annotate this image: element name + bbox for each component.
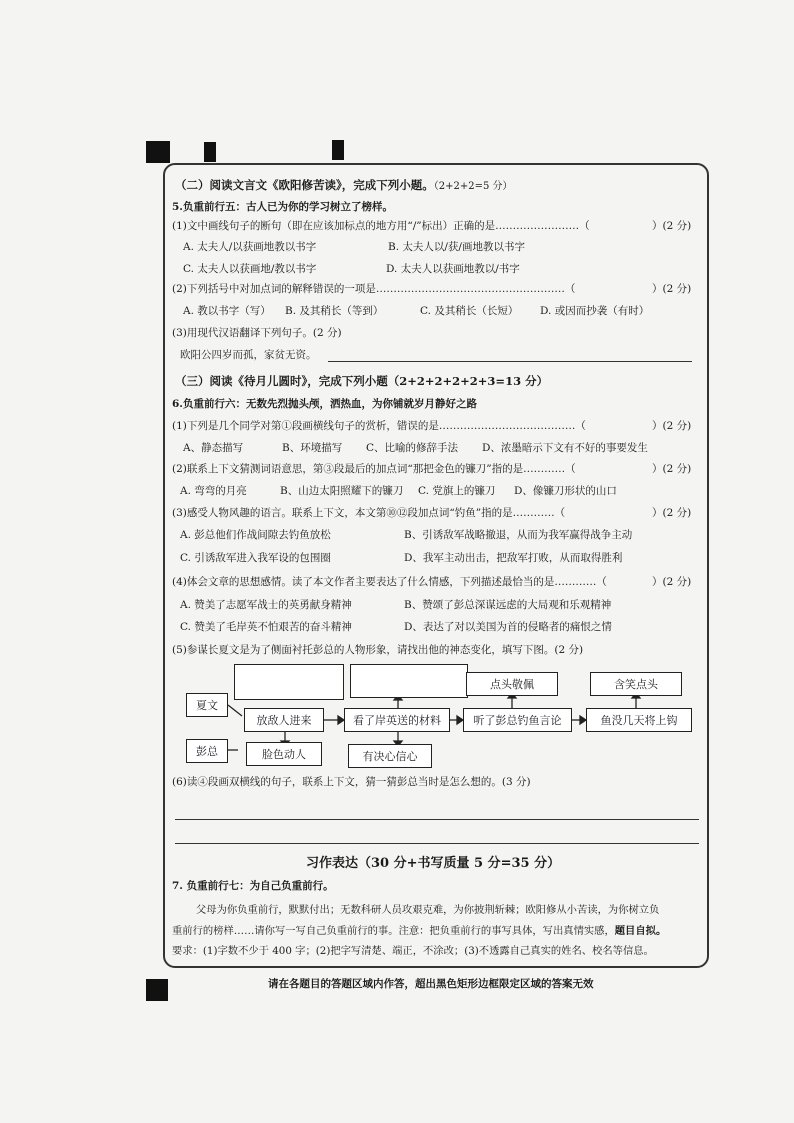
diagram-mid-box: 听了彭总钓鱼言论 xyxy=(463,708,572,732)
q6-s2: (2)联系上下文猜测词语意思，第③段最后的加点词“那把金色的镰刀”指的是…………（ xyxy=(172,463,576,475)
q6-s1-b: B、环境描写 xyxy=(282,442,343,454)
section-4-title: 习作表达（30 分+书写质量 5 分=35 分） xyxy=(306,856,561,871)
q5-sub2: (2)下列括号中对加点词的解释错误的一项是………………………………………………（ xyxy=(172,283,576,295)
diagram-bottom-box: 脸色动人 xyxy=(246,742,322,766)
q6-s2-a: A. 弯弯的月亮 xyxy=(180,485,247,497)
q6-s3-b: B、引诱敌军战略撤退，从而为我军赢得战争主动 xyxy=(404,529,633,541)
q6-s4-a: A. 赞美了志愿军战士的英勇献身精神 xyxy=(180,599,352,611)
q6-s1-d: D、浓墨暗示下文有不好的事要发生 xyxy=(482,442,648,454)
q6-s1-score: ）(2 分) xyxy=(652,420,692,432)
q6-s5: (5)参谋长夏文是为了侧面衬托彭总的人物形象，请找出他的神态变化，填写下图。(2 分) xyxy=(172,644,584,656)
q5-sub1-score: ）(2 分) xyxy=(652,220,692,232)
q6-s4-c: C. 赞美了毛岸英不怕艰苦的奋斗精神 xyxy=(180,621,352,633)
q6-s6: (6)读④段画双横线的句子，联系上下文，猜一猜彭总当时是怎么想的。(3 分) xyxy=(172,776,531,788)
diagram-mid-box: 鱼没几天将上钩 xyxy=(586,708,692,732)
footer-note: 请在各题目的答题区域内作答，超出黑色矩形边框限定区域的答案无效 xyxy=(268,978,594,990)
q5-opt2-b: B. 及其稍长（等到） xyxy=(285,305,384,317)
diagram-label-xiawen: 夏文 xyxy=(186,693,228,717)
q6-s3-d: D、我军主动出击，把敌军打败，从而取得胜利 xyxy=(404,552,623,564)
q5-opt2-a: A. 教以书字（写） xyxy=(183,305,271,317)
q5-opt2-c: C. 及其稍长（长短） xyxy=(420,305,519,317)
diagram-top-box: 含笑点头 xyxy=(590,672,682,696)
diagram-bottom-box: 有决心信心 xyxy=(348,744,432,768)
q6-s4: (4)体会文章的思想感情。读了本文作者主要表达了什么情感，下列描述最恰当的是…………（ xyxy=(172,576,607,588)
q6-s3-c: C. 引诱敌军进入我军设的包围圈 xyxy=(180,552,331,564)
diagram-top-box: 点头敬佩 xyxy=(466,672,558,696)
section-3-title: （三）阅读《待月儿圆时》，完成下列小题（2+2+2+2+2+3=13 分） xyxy=(175,374,549,388)
q6-s3-score: ）(2 分) xyxy=(652,507,692,519)
q6-s1-a: A、静态描写 xyxy=(183,442,244,454)
q5-opt-d: D. 太夫人以获画地教以/书字 xyxy=(386,263,520,275)
q6-s2-d: D、像镰刀形状的山口 xyxy=(514,485,617,497)
q6-s3-a: A. 彭总他们作战间隙去钓鱼放松 xyxy=(180,529,331,541)
q5-translate-sentence: 欧阳公四岁而孤，家贫无资。 xyxy=(180,349,317,361)
diagram-blank-box[interactable] xyxy=(350,664,468,698)
q7-para-2: 重前行的榜样……请你写一写自己负重前行的事。注意：把负重前行的事写具体，写出真情实感，题目自拟。 xyxy=(172,925,667,937)
q6-s4-b: B、赞颂了彭总深谋远虑的大局观和乐观精神 xyxy=(404,599,612,611)
q6-s4-score: ）(2 分) xyxy=(652,576,692,588)
q5-sub1: (1)文中画线句子的断句（即在应该加标点的地方用“/”标出）正确的是……………………（ xyxy=(172,220,590,232)
q5-opt-a: A. 太夫人/以获画地教以书字 xyxy=(183,241,317,253)
q5-opt2-d: D. 或因而抄袭（有时） xyxy=(540,305,650,317)
q5-opt-c: C. 太夫人以获画地/教以书字 xyxy=(183,263,317,275)
diagram-label-penzong: 彭总 xyxy=(186,739,228,763)
diagram-mid-box: 看了岸英送的材料 xyxy=(344,708,450,732)
diagram-mid-box: 放敌人进来 xyxy=(244,708,324,732)
q6-stem: 6.负重前行六：无数先烈抛头颅，洒热血，为你铺就岁月静好之路 xyxy=(172,398,477,410)
section-2-title: （二）阅读文言文《欧阳修苦读》，完成下列小题。（2+2+2=5 分） xyxy=(175,178,513,192)
q6-s2-c: C. 党旗上的镰刀 xyxy=(418,485,496,497)
q6-s4-d: D、表达了对以美国为首的侵略者的痛恨之情 xyxy=(404,621,612,633)
q6-s3: (3)感受人物风趣的语言。联系上下文，本文第⑩⑫段加点词“钓鱼”指的是…………（ xyxy=(172,507,566,519)
q6-s2-b: B、山边太阳照耀下的镰刀 xyxy=(280,485,404,497)
q5-sub3: (3)用现代汉语翻译下列句子。(2 分) xyxy=(172,327,342,339)
q6-s1: (1)下列是几个同学对第①段画横线句子的赏析，错误的是…………………………………（ xyxy=(172,420,586,432)
q5-opt-b: B. 太夫人以/获/画地教以书字 xyxy=(388,241,525,253)
q7-stem: 7. 负重前行七：为自己负重前行。 xyxy=(172,880,334,892)
q6-s1-c: C、比喻的修辞手法 xyxy=(366,442,459,454)
q5-stem: 5.负重前行五：古人已为你的学习树立了榜样。 xyxy=(172,201,393,213)
q6-s2-score: ）(2 分) xyxy=(652,463,692,475)
q7-para-1: 父母为你负重前行，默默付出；无数科研人员攻艰克难，为你披荆斩棘；欧阳修从小苦读，为你树立负 xyxy=(196,904,660,916)
diagram-blank-box[interactable] xyxy=(234,664,344,700)
answer-line xyxy=(175,843,699,844)
q5-sub2-score: ）(2 分) xyxy=(652,283,692,295)
q7-para-3: 要求：(1)字数不少于 400 字；(2)把字写清楚、端正，不涂改；(3)不透露自己真实的姓名、校名等信息。 xyxy=(172,945,654,957)
answer-line xyxy=(175,819,699,820)
